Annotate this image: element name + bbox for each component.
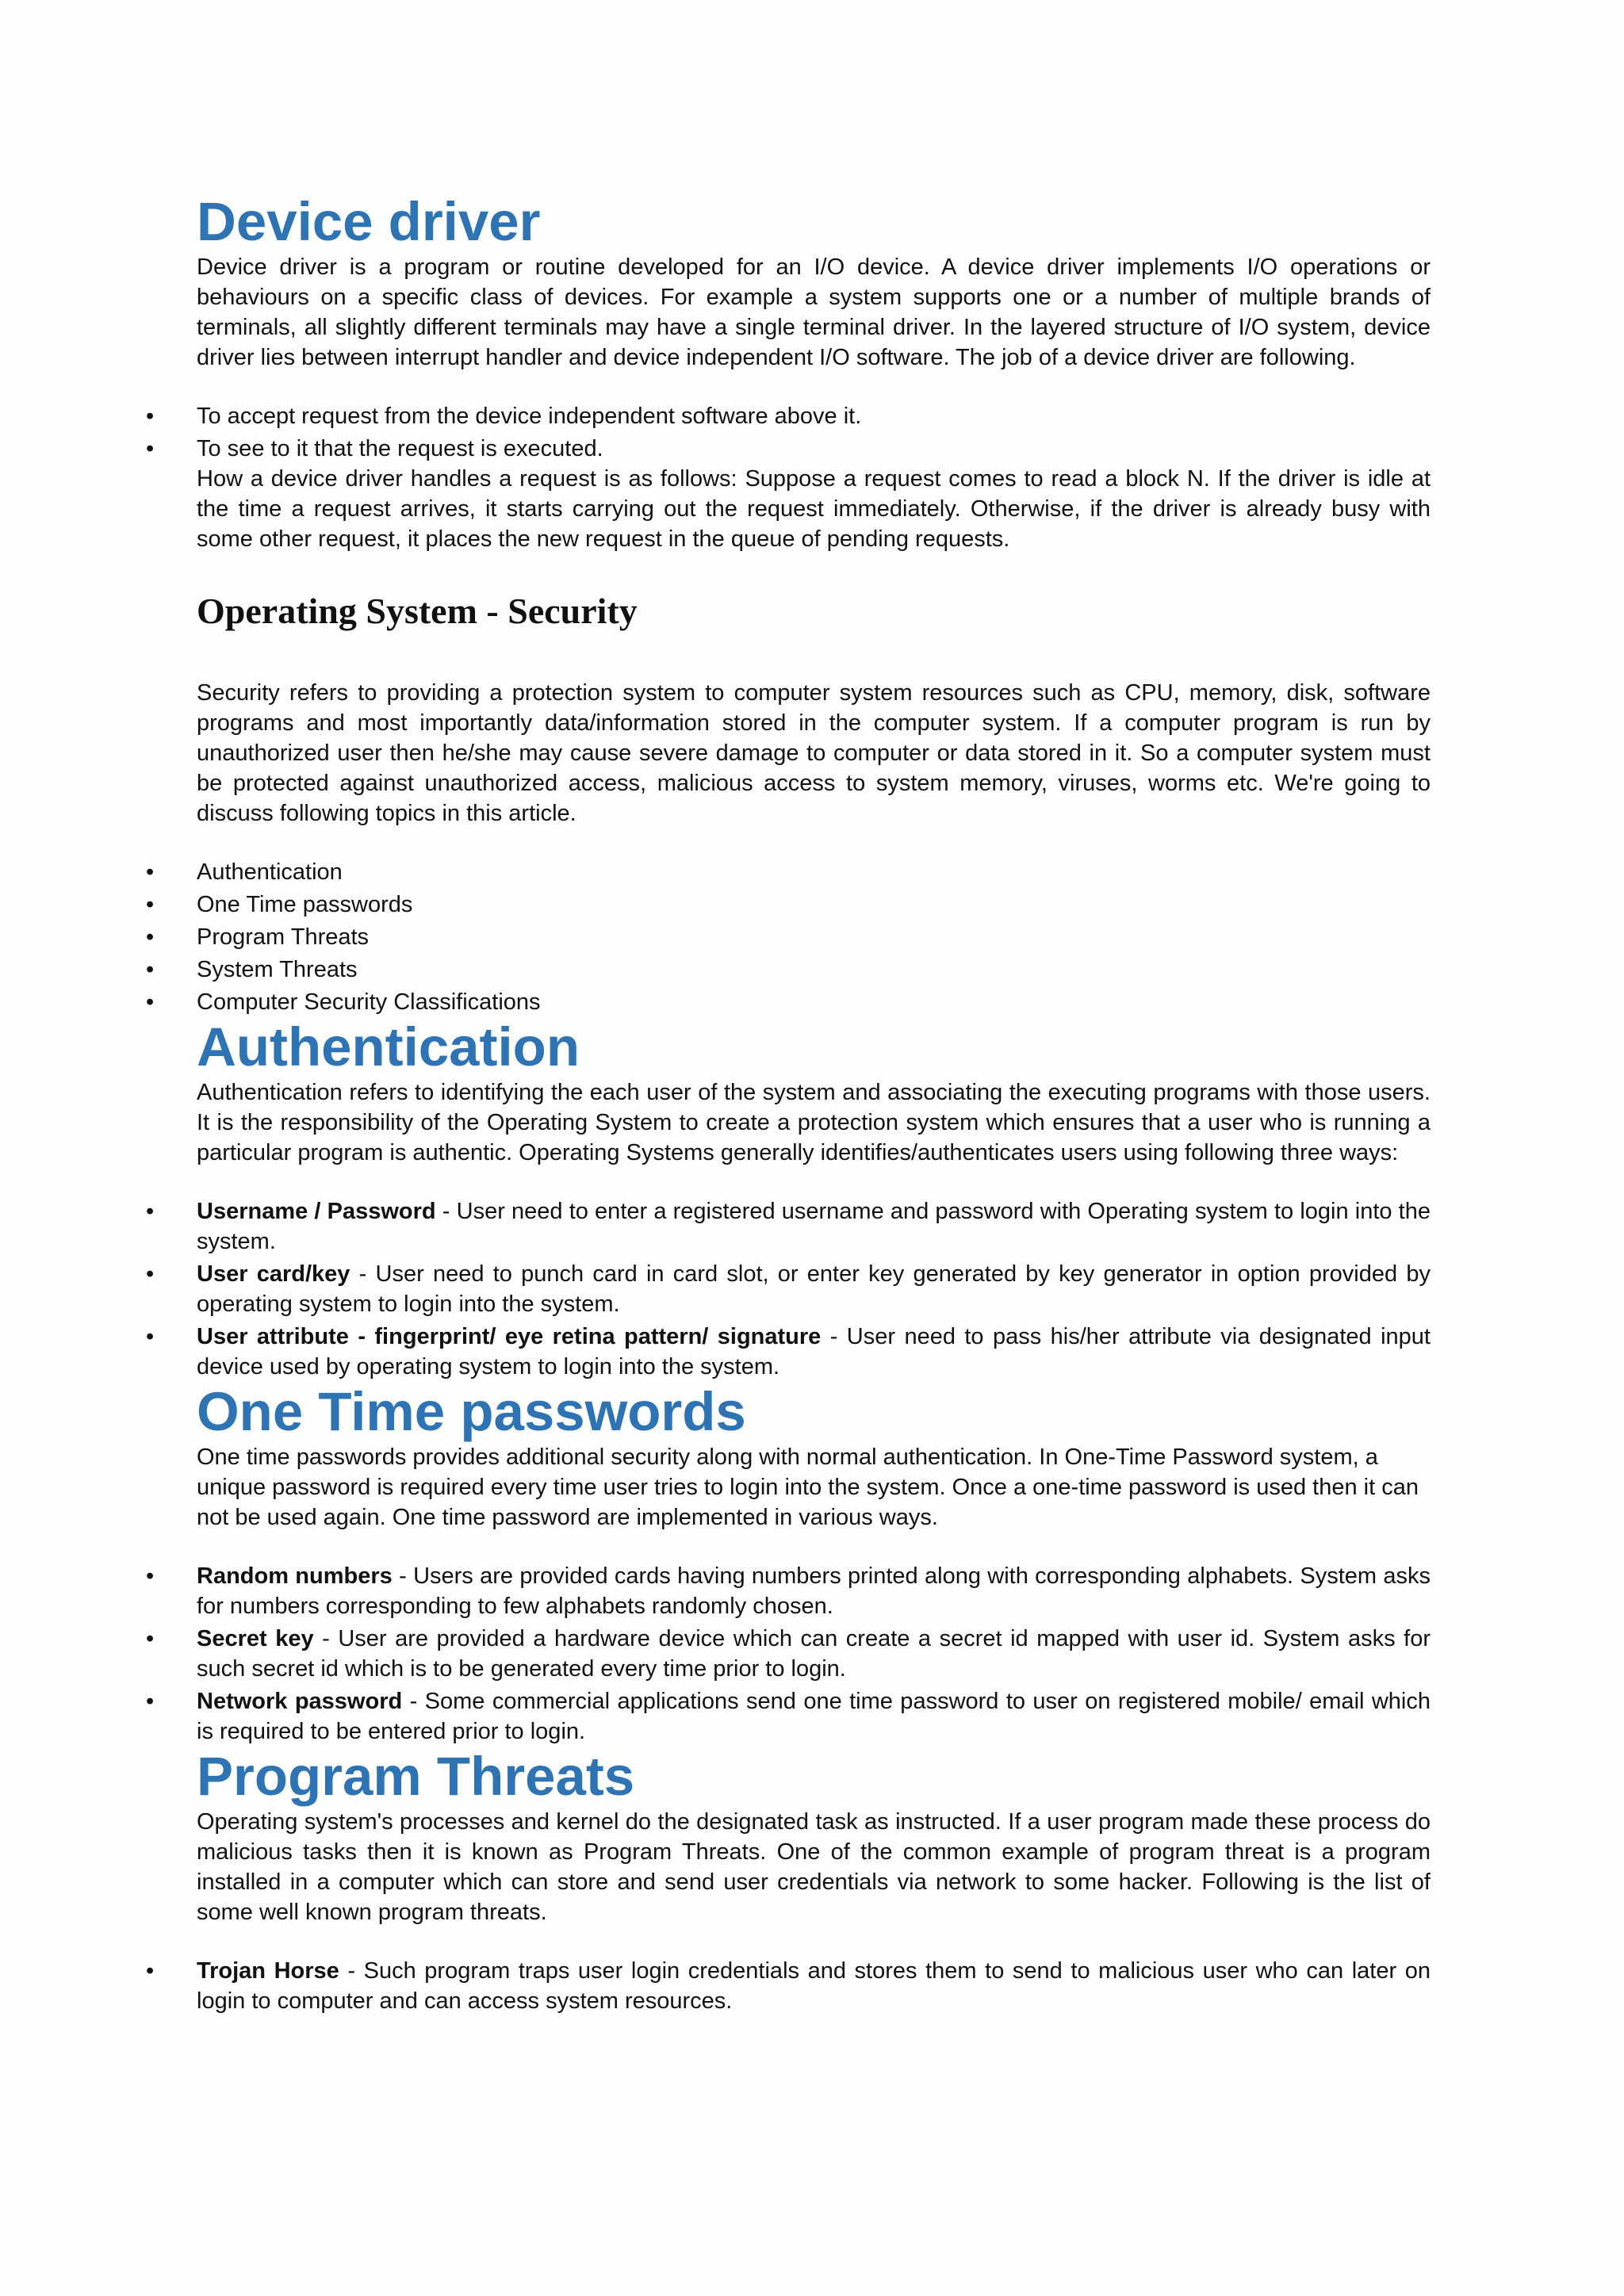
list-item: • Secret key - User are provided a hardware device which can create a secret id mapped with user id. System asks for such secret id which is to be generated every time prior to login. xyxy=(197,1624,1431,1684)
bullet-icon: • xyxy=(146,957,155,982)
bullet-icon: • xyxy=(146,404,155,429)
list-item: • Authentication xyxy=(197,857,1431,887)
list-item: • To accept request from the device independent software above it. xyxy=(197,401,1431,431)
bullet-icon: • xyxy=(146,1563,155,1589)
bullet-icon: • xyxy=(146,1958,155,1984)
list-item: • Trojan Horse - Such program traps user login credentials and stores them to send to malicious user who can later on login to computer and can access system resources. xyxy=(197,1956,1431,2016)
authentication-methods xyxy=(146,1196,1431,1382)
program-threats-intro: Operating system's processes and kernel do the designated task as instructed. If a user program made these process do malicious tasks then it is known as Program Threats. One of the common example of program threat is a program installed in a computer which can store and send user credentials via network to some hacker. Following is the list of some well known program threats. xyxy=(197,1809,1431,1925)
list-item: • Computer Security Classifications xyxy=(197,987,1431,1017)
bullet-icon: • xyxy=(146,859,155,885)
list-item: • System Threats xyxy=(197,955,1431,985)
list-item: • Username / Password - User need to enter a registered username and password with Operating system to login into the system. xyxy=(197,1196,1431,1257)
bullet-icon: • xyxy=(146,1324,155,1349)
heading-device-driver: Device driver xyxy=(197,191,541,252)
document-content xyxy=(146,191,1431,2019)
bullet-icon: • xyxy=(146,1261,155,1287)
list-item: • User card/key - User need to punch card in card slot, or enter key generated by key generator in option provided by operating system to login into the system. xyxy=(197,1259,1431,1319)
otp-methods xyxy=(146,1561,1431,1747)
list-item: • Program Threats xyxy=(197,922,1431,952)
bullet-icon: • xyxy=(146,989,155,1015)
bullet-icon: • xyxy=(146,1626,155,1651)
device-driver-bullets xyxy=(146,401,1431,464)
heading-program-threats: Program Threats xyxy=(197,1746,635,1807)
list-item: • Network password - Some commercial applications send one time password to user on registered mobile/ email which is required to be entered prior to login. xyxy=(197,1686,1431,1747)
security-topics xyxy=(146,857,1431,1017)
list-item: • Random numbers - Users are provided cards having numbers printed along with corresponding alphabets. System asks for numbers corresponding to few alphabets randomly chosen. xyxy=(197,1561,1431,1621)
authentication-intro: Authentication refers to identifying the each user of the system and associating the executing programs with those users. It is the responsibility of the Operating System to create a protection system which ensures that a user who is running a particular program is authentic. Operating Systems generally identifies/authenticates users using following three ways: xyxy=(197,1080,1431,1165)
heading-os-security: Operating System - Security xyxy=(197,591,638,631)
heading-one-time-passwords: One Time passwords xyxy=(197,1381,746,1442)
list-item: • One Time passwords xyxy=(197,890,1431,920)
device-driver-handling: How a device driver handles a request is as follows: Suppose a request comes to read a block N. If the driver is idle at the time a request arrives, it starts carrying out the request immediately. Otherwise, if the driver is already busy with some other request, it places the new request in the queue of pending requests. xyxy=(197,466,1431,552)
bullet-icon: • xyxy=(146,924,155,950)
security-intro: Security refers to providing a protection system to computer system resources such as CPU, memory, disk, software programs and most importantly data/information stored in the computer system. If a computer program is run by unauthorized user then he/she may cause severe damage to computer or data stored in it. So a computer system must be protected against unauthorized access, malicious access to system memory, viruses, worms etc. We're going to discuss following topics in this article. xyxy=(197,680,1431,826)
list-item: • User attribute - fingerprint/ eye retina pattern/ signature - User need to pass his/her attribute via designated input device used by operating system to login into the system. xyxy=(197,1322,1431,1382)
otp-intro: One time passwords provides additional security along with normal authentication. In One-Time Password system, a unique password is required every time user tries to login into the system. Once a one-time password is used then it can not be used again. One time password are implemented in various ways. xyxy=(197,1445,1419,1530)
bullet-icon: • xyxy=(146,1689,155,1714)
device-driver-intro: Device driver is a program or routine developed for an I/O device. A device driver implements I/O operations or behaviours on a specific class of devices. For example a system supports one or a number of multiple brands of terminals, all slightly different terminals may have a single terminal driver. In the layered structure of I/O system, device driver lies between interrupt handler and device independent I/O software. The job of a device driver are following. xyxy=(197,254,1431,370)
program-threats-list xyxy=(146,1956,1431,2016)
bullet-icon: • xyxy=(146,892,155,917)
list-item: • To see to it that the request is executed. xyxy=(197,434,1431,464)
bullet-icon: • xyxy=(146,436,155,461)
bullet-icon: • xyxy=(146,1199,155,1224)
heading-authentication: Authentication xyxy=(197,1016,580,1077)
